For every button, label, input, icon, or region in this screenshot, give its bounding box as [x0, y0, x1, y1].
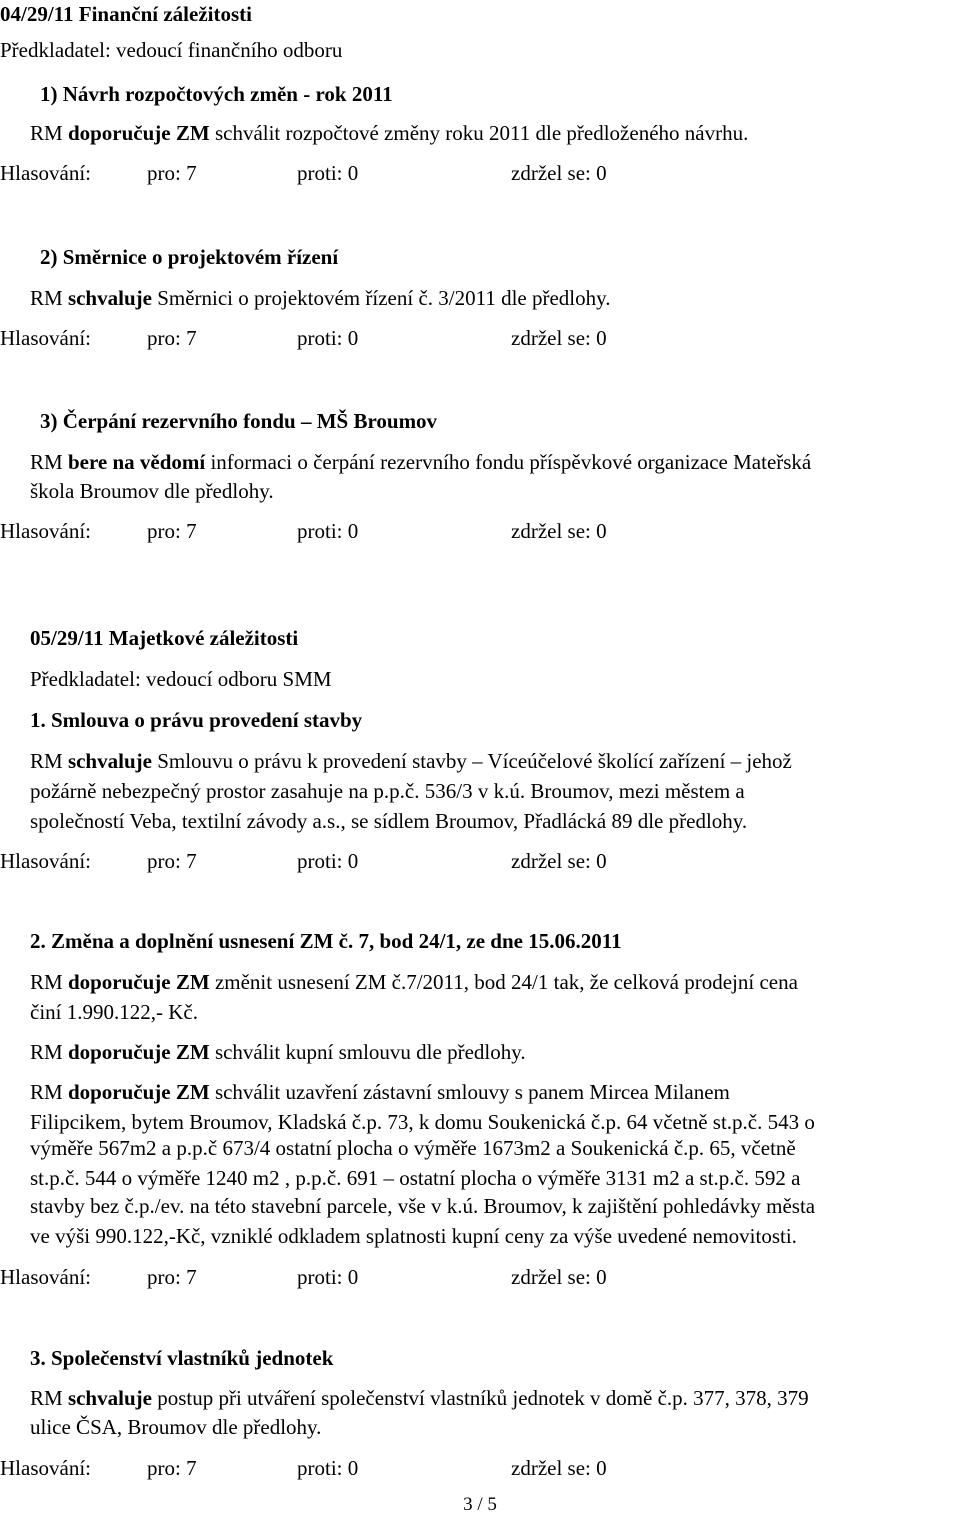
text-segment: RM — [30, 749, 68, 773]
item-text — [30, 1385, 809, 1411]
text-segment: Směrnici o projektovém řízení č. 3/2011 dle předlohy. — [151, 286, 611, 310]
text-segment: RM — [30, 121, 68, 145]
text-segment: RM — [30, 1386, 68, 1410]
presenter-property: Předkladatel: vedoucí odboru SMM — [30, 667, 332, 691]
text-segment: RM — [30, 450, 68, 474]
item-text — [30, 748, 792, 774]
section-heading-property: 05/29/11 Majetkové záležitosti — [30, 626, 299, 650]
vote-proti: proti: 0 — [297, 849, 359, 873]
item-text — [30, 1079, 730, 1105]
bold-text-segment: doporučuje ZM — [67, 1040, 210, 1064]
page-number: 3 / 5 — [463, 1494, 497, 1515]
item-text — [30, 285, 611, 311]
vote-pro: pro: 7 — [147, 1265, 197, 1289]
item-text — [30, 120, 748, 146]
text-segment: Filipcikem, bytem Broumov, Kladská č.p. 73, k domu Soukenická č.p. 64 včetně st.p.č. 543 o — [30, 1110, 815, 1134]
item-text — [30, 778, 745, 804]
bold-text-segment: doporučuje ZM — [67, 1080, 210, 1104]
vote-proti: proti: 0 — [297, 1456, 359, 1480]
section-heading-finance: 04/29/11 Finanční záležitosti — [0, 2, 252, 26]
item-title-6: 3. Společenství vlastníků jednotek — [30, 1346, 334, 1370]
vote-abstain: zdržel se: 0 — [511, 1265, 607, 1289]
text-segment: postup při utváření společenství vlastníků jednotek v domě č.p. 377, 378, 379 — [151, 1386, 809, 1410]
text-segment: schválit uzavření zástavní smlouvy s panem Mircea Milanem — [209, 1080, 730, 1104]
bold-text-segment: bere na vědomí — [67, 450, 206, 474]
vote-proti: proti: 0 — [297, 1265, 359, 1289]
item-title-3: 3) Čerpání rezervního fondu – MŠ Broumov — [40, 409, 438, 433]
vote-line — [0, 1264, 960, 1290]
vote-line — [0, 518, 960, 544]
text-segment: činí 1.990.122,- Kč. — [30, 1000, 198, 1024]
item-text — [30, 478, 274, 504]
vote-label: Hlasování: — [0, 161, 91, 185]
vote-pro: pro: 7 — [147, 326, 197, 350]
text-segment: informaci o čerpání rezervního fondu příspěvkové organizace Mateřská — [205, 450, 812, 474]
item-text — [30, 969, 798, 995]
vote-abstain: zdržel se: 0 — [511, 1456, 607, 1480]
vote-pro: pro: 7 — [147, 519, 197, 543]
text-segment: RM — [30, 1040, 68, 1064]
item-title-2: 2) Směrnice o projektovém řízení — [40, 245, 339, 269]
vote-proti: proti: 0 — [297, 161, 359, 185]
vote-line — [0, 848, 960, 874]
text-segment: společností Veba, textilní závody a.s., se sídlem Broumov, Přadlácká 89 dle předlohy. — [30, 809, 748, 833]
item-text — [30, 1109, 815, 1135]
vote-proti: proti: 0 — [297, 519, 359, 543]
item-text — [30, 999, 198, 1025]
item-text — [30, 1135, 796, 1161]
item-text — [30, 808, 747, 834]
bold-text-segment: schvaluje — [67, 1386, 152, 1410]
vote-label: Hlasování: — [0, 326, 91, 350]
vote-pro: pro: 7 — [147, 849, 197, 873]
item-title-1: 1) Návrh rozpočtových změn - rok 2011 — [40, 82, 393, 106]
bold-text-segment: ZM — [175, 121, 210, 145]
text-segment: výměře 567m2 a p.p.č 673/4 ostatní plocha o výměře 1673m2 a Soukenická č.p. 65, včetně — [30, 1136, 796, 1160]
item-text — [30, 449, 811, 475]
vote-line — [0, 1455, 960, 1481]
vote-pro: pro: 7 — [147, 161, 197, 185]
vote-label: Hlasování: — [0, 1265, 91, 1289]
vote-pro: pro: 7 — [147, 1456, 197, 1480]
bold-text-segment: doporučuje ZM — [67, 970, 210, 994]
text-segment: st.p.č. 544 o výměře 1240 m2 , p.p.č. 691 – ostatní plocha o výměře 3131 m2 a st.p.č. 592 a — [30, 1166, 801, 1190]
text-segment: škola Broumov dle předlohy. — [30, 479, 274, 503]
vote-abstain: zdržel se: 0 — [511, 519, 607, 543]
text-segment: stavby bez č.p./ev. na této stavební parcele, vše v k.ú. Broumov, k zajištění pohledávky města — [30, 1194, 816, 1218]
item-text — [30, 1414, 321, 1440]
text-segment: ulice ČSA, Broumov dle předlohy. — [30, 1415, 322, 1439]
text-segment: RM — [30, 286, 68, 310]
text-segment: Smlouvu o právu k provedení stavby – Víceúčelové školící zařízení – jehož — [151, 749, 792, 773]
text-segment: RM — [30, 1080, 68, 1104]
vote-label: Hlasování: — [0, 519, 91, 543]
vote-proti: proti: 0 — [297, 326, 359, 350]
bold-text-segment: schvaluje — [67, 286, 152, 310]
item-title-5: 2. Změna a doplnění usnesení ZM č. 7, bod 24/1, ze dne 15.06.2011 — [30, 929, 622, 953]
bold-text-segment: schvaluje — [67, 749, 152, 773]
bold-text-segment: doporučuje — [67, 121, 171, 145]
vote-label: Hlasování: — [0, 849, 91, 873]
text-segment: změnit usnesení ZM č.7/2011, bod 24/1 tak, že celková prodejní cena — [209, 970, 798, 994]
vote-line — [0, 160, 960, 186]
vote-abstain: zdržel se: 0 — [511, 161, 607, 185]
item-title-4: 1. Smlouva o právu provedení stavby — [30, 708, 363, 732]
vote-label: Hlasování: — [0, 1456, 91, 1480]
text-segment: požárně nebezpečný prostor zasahuje na p.p.č. 536/3 v k.ú. Broumov, mezi městem a — [30, 779, 745, 803]
item-text — [30, 1165, 800, 1191]
text-segment: RM — [30, 970, 68, 994]
vote-abstain: zdržel se: 0 — [511, 849, 607, 873]
vote-abstain: zdržel se: 0 — [511, 326, 607, 350]
presenter-finance: Předkladatel: vedoucí finančního odboru — [0, 38, 343, 62]
text-segment: ve výši 990.122,-Kč, vzniklé odkladem splatnosti kupní ceny za výše uvedené nemovitosti. — [30, 1224, 797, 1248]
text-segment: schválit kupní smlouvu dle předlohy. — [209, 1040, 526, 1064]
item-text — [30, 1193, 815, 1219]
text-segment: schválit rozpočtové změny roku 2011 dle předloženého návrhu. — [209, 121, 749, 145]
item-text — [30, 1223, 797, 1249]
vote-line — [0, 325, 960, 351]
item-text — [30, 1039, 526, 1065]
